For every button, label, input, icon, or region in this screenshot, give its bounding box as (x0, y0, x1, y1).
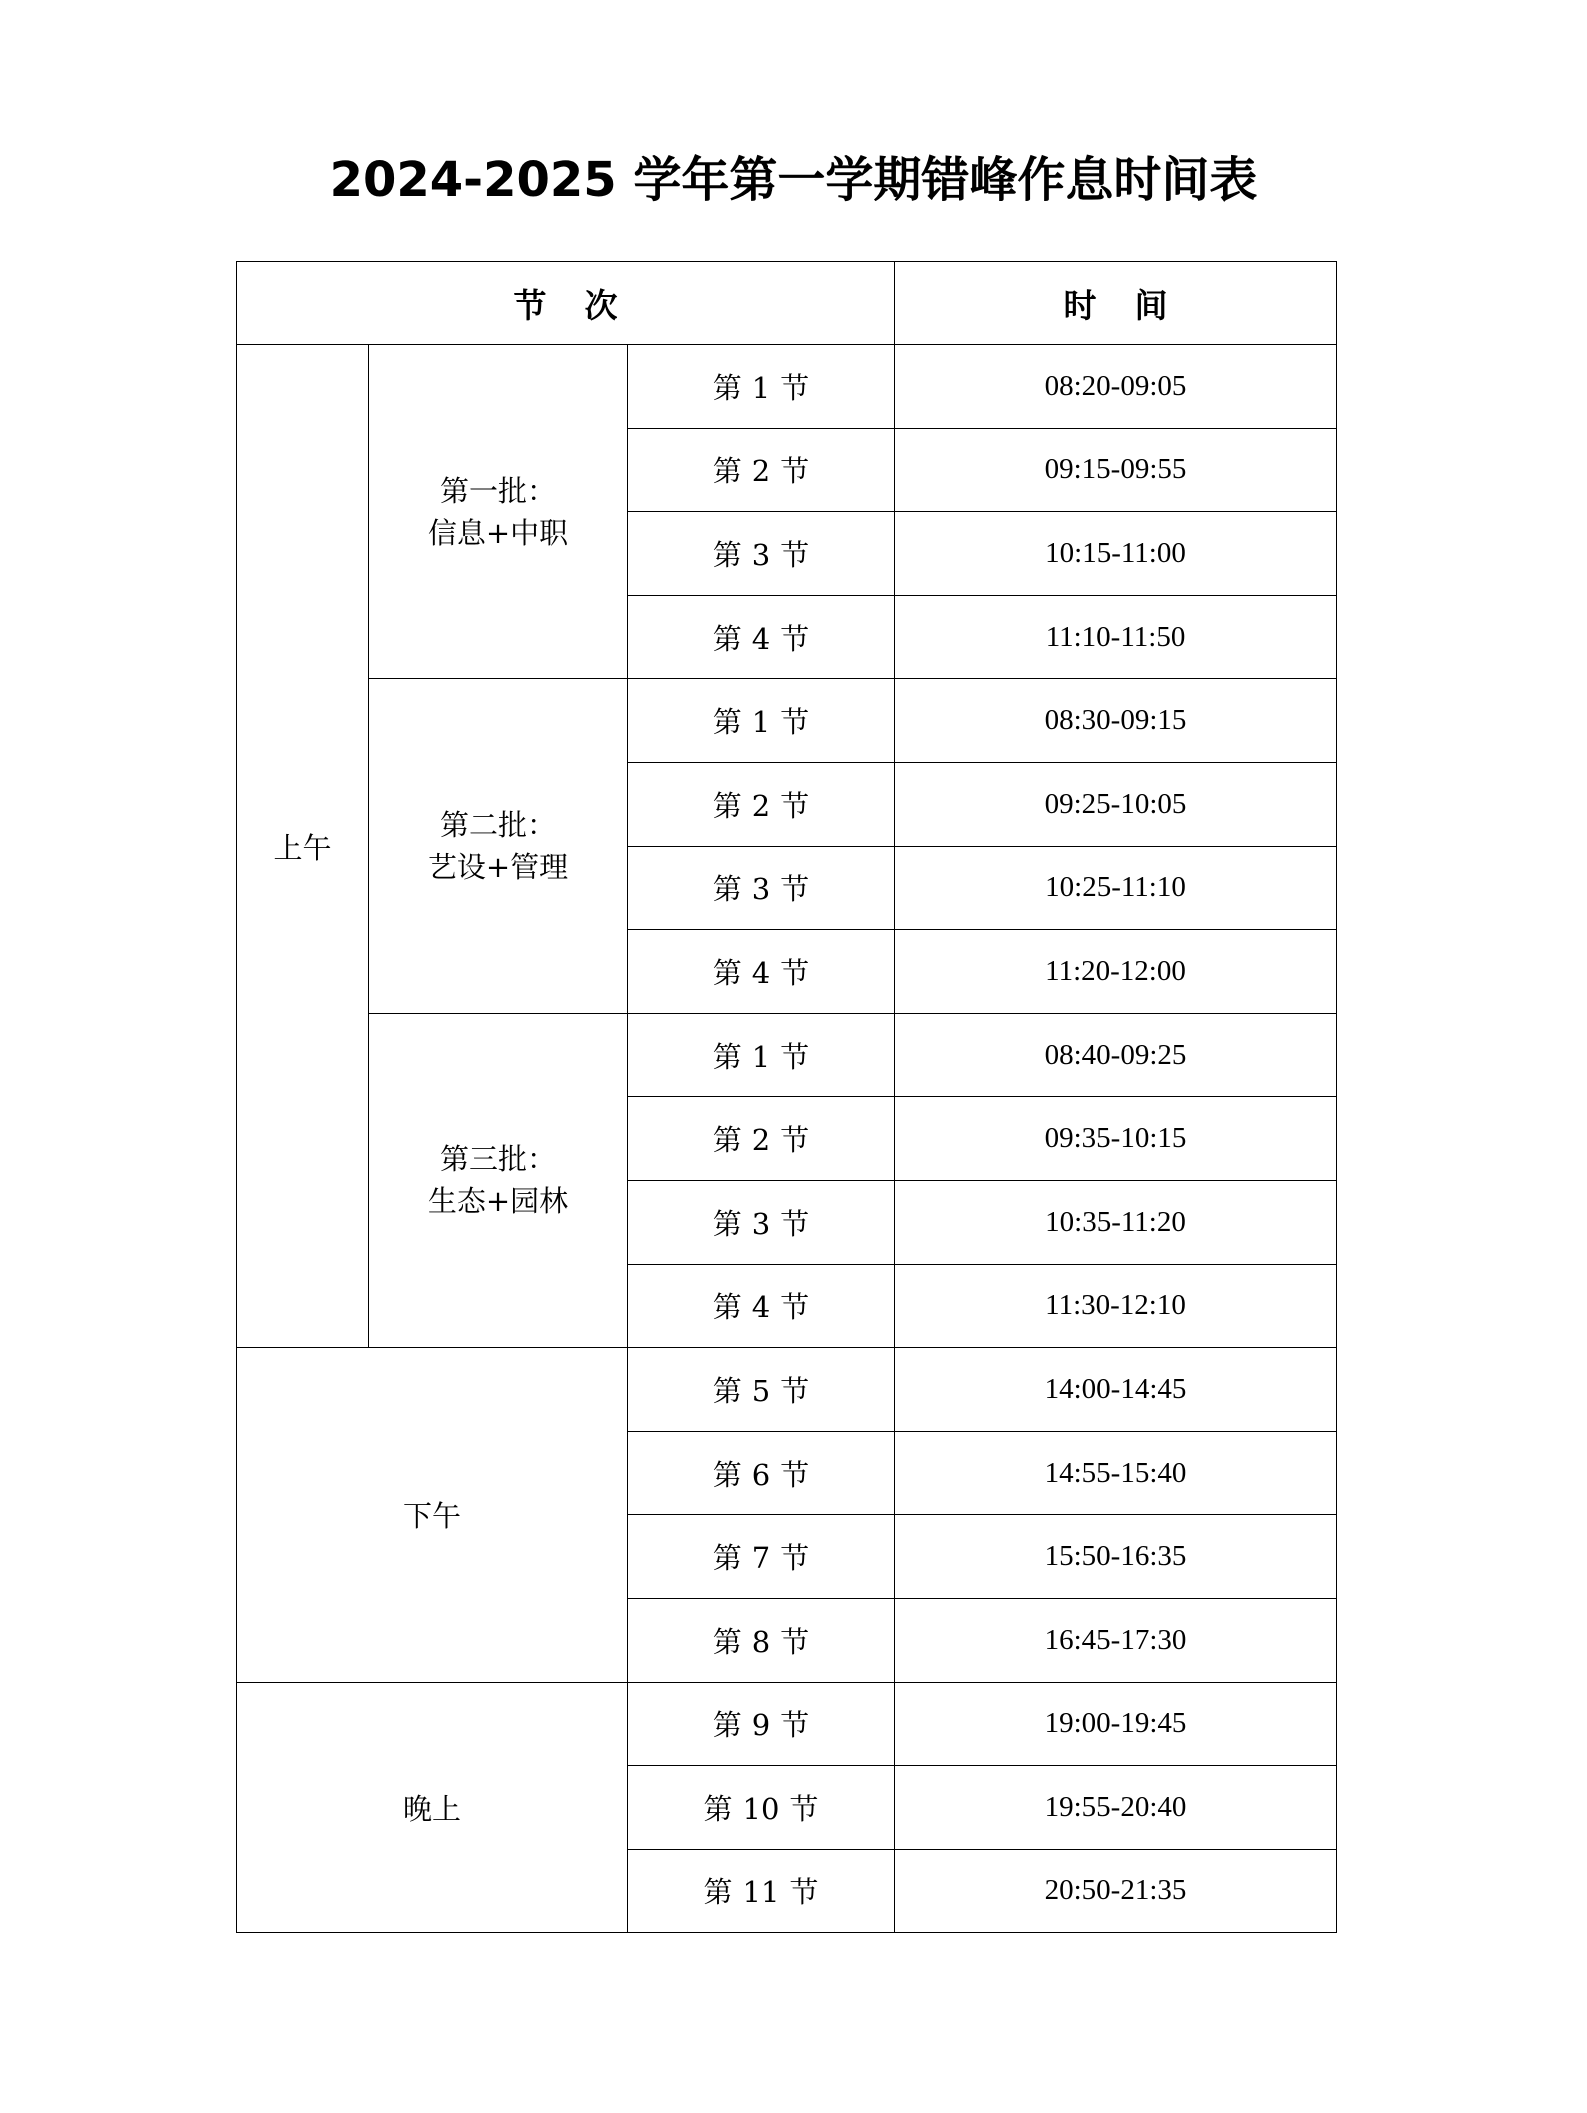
period-cell (628, 1013, 895, 1097)
table-row (237, 1348, 1337, 1432)
time-cell: 10:35-11:20 (895, 1180, 1337, 1264)
period-cell (628, 345, 895, 429)
period-prefix: 第 (712, 1123, 742, 1158)
period-number: 8 (751, 1624, 771, 1659)
period-prefix: 第 (712, 370, 742, 405)
time-cell: 19:00-19:45 (895, 1682, 1337, 1766)
batch-2-name: 第二批： (439, 808, 556, 843)
period-suffix: 节 (780, 1708, 810, 1743)
period-cell (628, 595, 895, 679)
period-suffix: 节 (780, 1541, 810, 1576)
afternoon-label-cell (237, 1348, 628, 1682)
period-suffix: 节 (780, 788, 810, 823)
period-suffix: 节 (789, 1875, 819, 1910)
morning-label-cell (237, 345, 369, 1348)
header-time-label: 时间 (1063, 285, 1206, 325)
time-cell: 08:30-09:15 (895, 679, 1337, 763)
period-cell (628, 1515, 895, 1599)
time-cell: 10:15-11:00 (895, 512, 1337, 596)
period-number: 3 (751, 872, 771, 907)
afternoon-label: 下午 (402, 1499, 461, 1534)
period-number: 4 (751, 621, 771, 656)
period-prefix: 第 (712, 872, 742, 907)
time-cell: 14:00-14:45 (895, 1348, 1337, 1432)
time-cell: 09:35-10:15 (895, 1097, 1337, 1181)
time-cell: 11:30-12:10 (895, 1264, 1337, 1348)
period-prefix: 第 (712, 1373, 742, 1408)
period-cell (628, 428, 895, 512)
period-prefix: 第 (712, 454, 742, 489)
period-cell (628, 1264, 895, 1348)
period-suffix: 节 (780, 705, 810, 740)
time-cell: 15:50-16:35 (895, 1515, 1337, 1599)
period-prefix: 第 (712, 1457, 742, 1492)
period-number: 2 (751, 788, 771, 823)
period-suffix: 节 (780, 370, 810, 405)
period-prefix: 第 (712, 955, 742, 990)
period-cell (628, 1431, 895, 1515)
time-cell: 14:55-15:40 (895, 1431, 1337, 1515)
header-time (895, 262, 1337, 345)
time-cell: 19:55-20:40 (895, 1766, 1337, 1850)
period-prefix: 第 (712, 1206, 742, 1241)
period-prefix: 第 (712, 1708, 742, 1743)
period-suffix: 节 (780, 1290, 810, 1325)
period-suffix: 节 (780, 1457, 810, 1492)
period-prefix: 第 (712, 788, 742, 823)
batch-3-depts: 生态+园林 (427, 1184, 569, 1219)
period-suffix: 节 (780, 1373, 810, 1408)
morning-label: 上午 (273, 830, 332, 865)
time-cell: 09:25-10:05 (895, 762, 1337, 846)
period-suffix: 节 (780, 1206, 810, 1241)
period-number: 10 (742, 1791, 780, 1826)
period-cell (628, 1348, 895, 1432)
period-cell (628, 1180, 895, 1264)
period-prefix: 第 (703, 1791, 733, 1826)
period-cell (628, 1849, 895, 1933)
schedule-table (236, 261, 1337, 1933)
period-suffix: 节 (780, 537, 810, 572)
period-number: 5 (751, 1373, 771, 1408)
period-cell (628, 1682, 895, 1766)
period-cell (628, 679, 895, 763)
table-row (237, 679, 1337, 763)
period-number: 4 (751, 955, 771, 990)
period-cell (628, 1766, 895, 1850)
evening-label-cell (237, 1682, 628, 1933)
period-number: 3 (751, 537, 771, 572)
period-number: 2 (751, 454, 771, 489)
period-suffix: 节 (780, 621, 810, 656)
period-suffix: 节 (780, 1123, 810, 1158)
period-prefix: 第 (712, 1541, 742, 1576)
period-cell (628, 512, 895, 596)
batch-3-name: 第三批： (439, 1142, 556, 1177)
period-number: 9 (751, 1708, 771, 1743)
period-prefix: 第 (703, 1875, 733, 1910)
period-suffix: 节 (789, 1791, 819, 1826)
period-number: 11 (742, 1875, 780, 1910)
time-cell: 08:20-09:05 (895, 345, 1337, 429)
batch-1-depts: 信息+中职 (427, 515, 569, 550)
period-number: 1 (751, 370, 771, 405)
batch-1-cell (369, 345, 628, 679)
period-number: 7 (751, 1541, 771, 1576)
table-header-row (237, 262, 1337, 345)
time-cell: 20:50-21:35 (895, 1849, 1337, 1933)
period-prefix: 第 (712, 705, 742, 740)
period-prefix: 第 (712, 621, 742, 656)
time-cell: 10:25-11:10 (895, 846, 1337, 930)
period-cell (628, 762, 895, 846)
time-cell: 11:10-11:50 (895, 595, 1337, 679)
time-cell: 08:40-09:25 (895, 1013, 1337, 1097)
period-number: 4 (751, 1290, 771, 1325)
batch-1-name: 第一批： (439, 473, 556, 508)
batch-3-cell (369, 1013, 628, 1347)
period-number: 3 (751, 1206, 771, 1241)
period-number: 1 (751, 1039, 771, 1074)
header-section-label: 节次 (513, 285, 656, 325)
period-suffix: 节 (780, 1039, 810, 1074)
table-row (237, 345, 1337, 429)
batch-2-cell (369, 679, 628, 1013)
period-prefix: 第 (712, 1624, 742, 1659)
schedule-body (237, 345, 1337, 1933)
time-cell: 16:45-17:30 (895, 1598, 1337, 1682)
period-prefix: 第 (712, 1290, 742, 1325)
batch-2-depts: 艺设+管理 (427, 850, 569, 885)
period-cell (628, 1598, 895, 1682)
time-cell: 09:15-09:55 (895, 428, 1337, 512)
header-section (237, 262, 895, 345)
period-number: 1 (751, 705, 771, 740)
evening-label: 晚上 (402, 1791, 461, 1826)
period-prefix: 第 (712, 537, 742, 572)
table-row (237, 1013, 1337, 1097)
period-number: 6 (751, 1457, 771, 1492)
period-suffix: 节 (780, 872, 810, 907)
period-cell (628, 846, 895, 930)
period-number: 2 (751, 1123, 771, 1158)
time-cell: 11:20-12:00 (895, 930, 1337, 1014)
period-suffix: 节 (780, 454, 810, 489)
period-cell (628, 930, 895, 1014)
period-prefix: 第 (712, 1039, 742, 1074)
period-cell (628, 1097, 895, 1181)
page-title: 2024-2025 学年第一学期错峰作息时间表 (329, 152, 1258, 208)
table-row (237, 1682, 1337, 1766)
period-suffix: 节 (780, 1624, 810, 1659)
period-suffix: 节 (780, 955, 810, 990)
